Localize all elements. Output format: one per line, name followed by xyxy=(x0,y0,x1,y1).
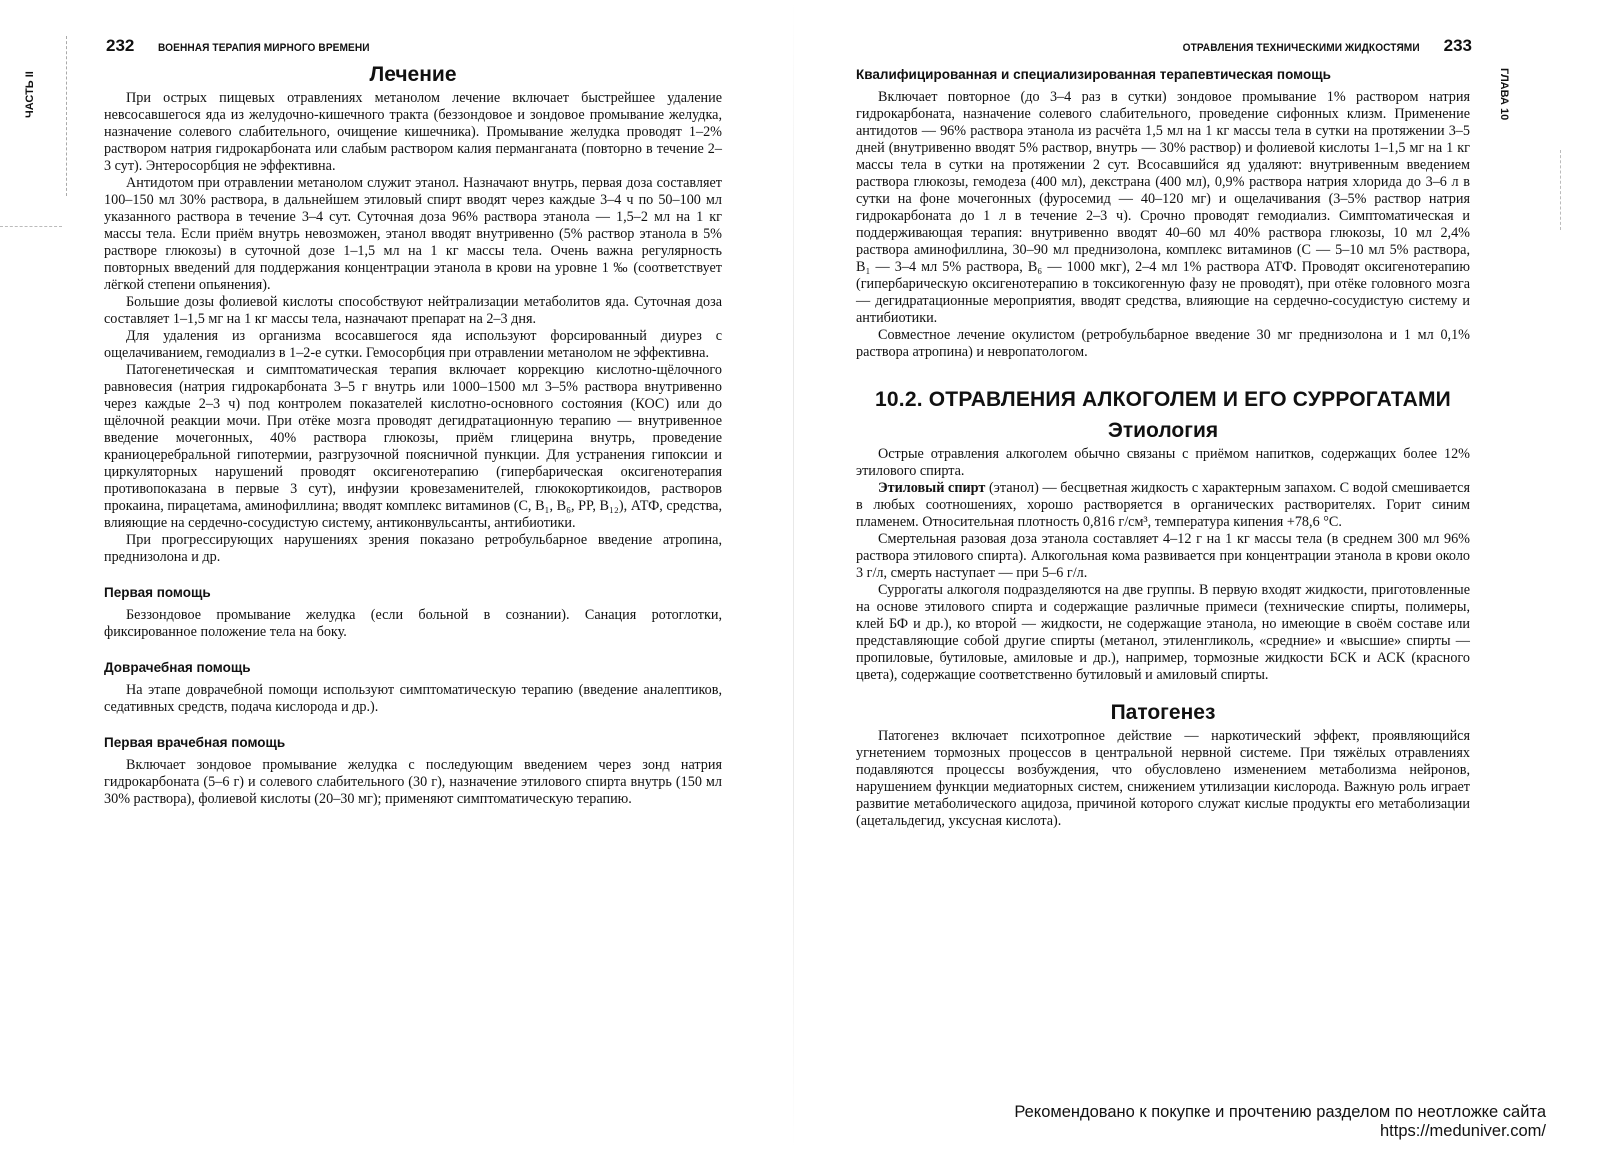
chapter-section-heading: 10.2. ОТРАВЛЕНИЯ АЛКОГОЛЕМ И ЕГО СУРРОГАТАМИ xyxy=(875,388,1451,411)
paragraph: Патогенетическая и симптоматическая терапия включает коррекцию кислотно-щёлочного равновесия (натрия гидрокарбоната 3–5 г внутрь или 1000–1500 мл 3–5% раствора внутривенно через каждые 2–3 ч) под контролем показателей кислотно-основного состояния (КОС) или до щёлочной реакции мочи. При отёке мозга проводят дегидратационную терапию — внутривенное введение мочегонных, 40% раствора глюкозы, приём глицерина внутрь, проведение краниоцеребральной гипотермии, разгрузочной поясничной пункции. Для устранения гипоксии и циркуляторных нарушений проводят оксигенотерапию (гипербарическая оксигенотерапия противопоказана в первые 3 сут), инфузии кровезаменителей, глюкокортикоидов, растворов прокаина, пирацетама, аминофиллина; вводят комплекс витаминов (C, B₁, B₆, PP, B₁₂), АТФ, средства, влияющие на сердечно-сосудистую систему, антиконвульсанты, антибиотики. xyxy=(104,362,722,531)
right-running-head xyxy=(1162,36,1472,56)
premedical-aid-heading: Доврачебная помощь xyxy=(104,660,251,675)
left-column xyxy=(104,64,722,808)
paragraph: Патогенез включает психотропное действие — наркотический эффект, проявляющийся угнетением тормозных процессов в центральной нервной системе. При тяжёлых отравлениях подавляются процессы возбуждения, что обусловлено изменением метаболизма нейронов, нарушением функции медиаторных систем, снижением утилизации кислорода. Важную роль играет развитие метаболического ацидоза, причиной которого служат кислые продукты его метаболизации (ацетальдегид, уксусная кислота). xyxy=(856,728,1470,829)
paragraph: На этапе доврачебной помощи используют симптоматическую терапию (введение аналептиков, седативных средств, подача кислорода и др.). xyxy=(104,682,722,715)
left-running-title: ВОЕННАЯ ТЕРАПИЯ МИРНОГО ВРЕМЕНИ xyxy=(158,42,371,54)
paragraph: При прогрессирующих нарушениях зрения показано ретробульбарное введение атропина, преднизолона и др. xyxy=(104,532,722,565)
ethyl-alcohol-term: Этиловый спирт xyxy=(878,480,986,496)
paragraph: Смертельная разовая доза этанола составляет 4–12 г на 1 кг массы тела (в среднем 300 мл 96% раствора этилового спирта). Алкогольная кома развивается при концентрации этанола в крови около 3 г/л, смерть наступает — при 5–6 г/л. xyxy=(856,531,1470,581)
side-divider xyxy=(1560,150,1562,230)
side-divider xyxy=(0,226,62,228)
treatment-heading: Лечение xyxy=(369,63,457,86)
etiology-heading: Этиология xyxy=(1107,419,1219,442)
right-column xyxy=(856,64,1470,830)
paragraph: Включает повторное (до 3–4 раз в сутки) зондовое промывание 1% раствором натрия гидрокарбоната, назначение солевого слабительного, проведение сифонных клизм. Применение антидотов — 96% раствора этанола из расчёта 1,5 мл на 1 кг массы тела в сутки на протяжении 3–5 дней (внутривенно вводят 5% раствор, внутрь — 30% раствор) и фолиевой кислоты 1–1,5 мг на 1 кг массы тела в сутки на протяжении 2 сут. Всосавшийся яд удаляют: внутривенным введением раствора глюкозы, гемодеза (400 мл), декстрана (400 мл), 0,9% раствора натрия хлорида до 3–6 л в сутки на фоне мочегонных (фуросемид — 40–120 мг) и ощелачивания (3–5% раствор натрия гидрокарбоната до 1 л в течение 2–3 ч). Срочно проводят гемодиализ. Симптоматическая и поддерживающая терапия: внутривенно вводят 40–60 мл 40% раствора глюкозы, 10 мл 2,4% раствора аминофиллина, 30–90 мл преднизолона, комплекс витаминов (C — 5–10 мл 5% раствора, B₁ — 3–4 мл 5% раствора, B₆ — 1000 мкг), 2–4 мл 1% раствора АТФ. Проводят оксигенотерапию (гипербарическую оксигенотерапию в токсикогенную фазу не проводят), при отёке головного мозга — дегидратационные мероприятия, вводят средства, влияющие на сердечно-сосудистую систему и антибиотики. xyxy=(856,89,1470,326)
paragraph: Беззондовое промывание желудка (если больной в сознании). Санация ротоглотки, фиксированное положение тела на боку. xyxy=(104,607,722,640)
chapter-side-tab: ГЛАВА 10 xyxy=(1498,68,1510,121)
side-divider xyxy=(66,36,68,196)
ethyl-alcohol-text: (этанол) — бесцветная жидкость с характерным запахом. С водой смешивается в любых соотношениях, хорошо растворяется в органических растворителях. Горит синим пламенем. Относительная плотность 0,816 г/см³, температура кипения +78,6 °C. xyxy=(856,480,1470,530)
paragraph: Большие дозы фолиевой кислоты способствуют нейтрализации метаболитов яда. Суточная доза составляет 1–1,5 мг на 1 кг массы тела, назначают препарат на 2–3 дня. xyxy=(104,294,722,327)
left-page xyxy=(0,0,790,1151)
paragraph: Для удаления из организма всосавшегося яда используют форсированный диурез с ощелачиванием, гемодиализ в 1–2-е сутки. Гемосорбция при отравлении метанолом не эффективна. xyxy=(104,328,722,361)
paragraph: Суррогаты алкоголя подразделяются на две группы. В первую входят жидкости, приготовленные на основе этилового спирта и содержащие различные примеси (технические спирты, полимеры, клей БФ и др.), ко второй — жидкости, не содержащие этанола, но имеющие в своём составе или представляющие собой другие спирты (метанол, этиленгликоль, «средние» и «высшие» спирты — пропиловые, бутиловые, амиловые и др.), например, тормозные жидкости БСК и АСК (красного цвета), содержащие соответственно бутиловый и амиловый спирты. xyxy=(856,582,1470,683)
pathogenesis-heading: Патогенез xyxy=(1110,701,1216,724)
right-running-title: ОТРАВЛЕНИЯ ТЕХНИЧЕСКИМИ ЖИДКОСТЯМИ xyxy=(1182,42,1420,54)
paragraph: Включает зондовое промывание желудка с последующим введением через зонд натрия гидрокарбоната (5–6 г) и солевого слабительного (30 г), назначение этилового спирта внутрь (150 мл 30% раствора), фолиевой кислоты (20–30 мг); применяют симптоматическую терапию. xyxy=(104,757,722,807)
right-page-number: 233 xyxy=(1443,36,1472,55)
part-side-tab: ЧАСТЬ II xyxy=(24,71,36,118)
first-medical-aid-heading: Первая врачебная помощь xyxy=(104,735,286,750)
paragraph xyxy=(856,480,1470,531)
paragraph: При острых пищевых отравлениях метанолом лечение включает быстрейшее удаление невсосавшегося яда из желудочно-кишечного тракта (беззондовое и зондовое промывание желудка, назначение солевого слабительного, очищение кишечника). Промывание желудка проводят 1–2% раствором натрия гидрокарбоната или слабым раствором калия перманганата (повторно в течение 2–3 сут). Энтеросорбция не эффективна. xyxy=(104,90,722,174)
paragraph: Антидотом при отравлении метанолом служит этанол. Назначают внутрь, первая доза составляет 100–150 мл 30% раствора, в дальнейшем этиловый спирт вводят через каждые 3–4 ч по 50–100 мл указанного раствора в течение 3–4 сут. Суточная доза 96% раствора этанола — 1,5–2 мл на 1 кг массы тела. Если приём внутрь невозможен, этанол вводят внутривенно (5% раствор этанола в 5% растворе глюкозы) в суточной дозе 1–1,5 мл на 1 кг массы тела. Очень важна регулярность повторных введений для поддержания концентрации этанола в крови на уровне 1 ‰ (соответствует лёгкой степени опьянения). xyxy=(104,175,722,293)
left-running-head xyxy=(106,36,388,56)
paragraph: Совместное лечение окулистом (ретробульбарное введение 30 мг преднизолона и 1 мл 0,1% раствора атропина) и невропатологом. xyxy=(856,327,1470,360)
footer-recommendation: Рекомендовано к покупке и прочтению разделом по неотложке сайта https://meduniver.com/ xyxy=(1014,1103,1546,1140)
paragraph: Острые отравления алкоголем обычно связаны с приёмом напитков, содержащих более 12% этилового спирта. xyxy=(856,446,1470,479)
qualified-care-heading: Квалифицированная и специализированная терапевтическая помощь xyxy=(856,67,1331,82)
first-aid-heading: Первая помощь xyxy=(104,585,211,600)
left-page-number: 232 xyxy=(106,36,135,55)
book-gutter xyxy=(793,0,794,1151)
